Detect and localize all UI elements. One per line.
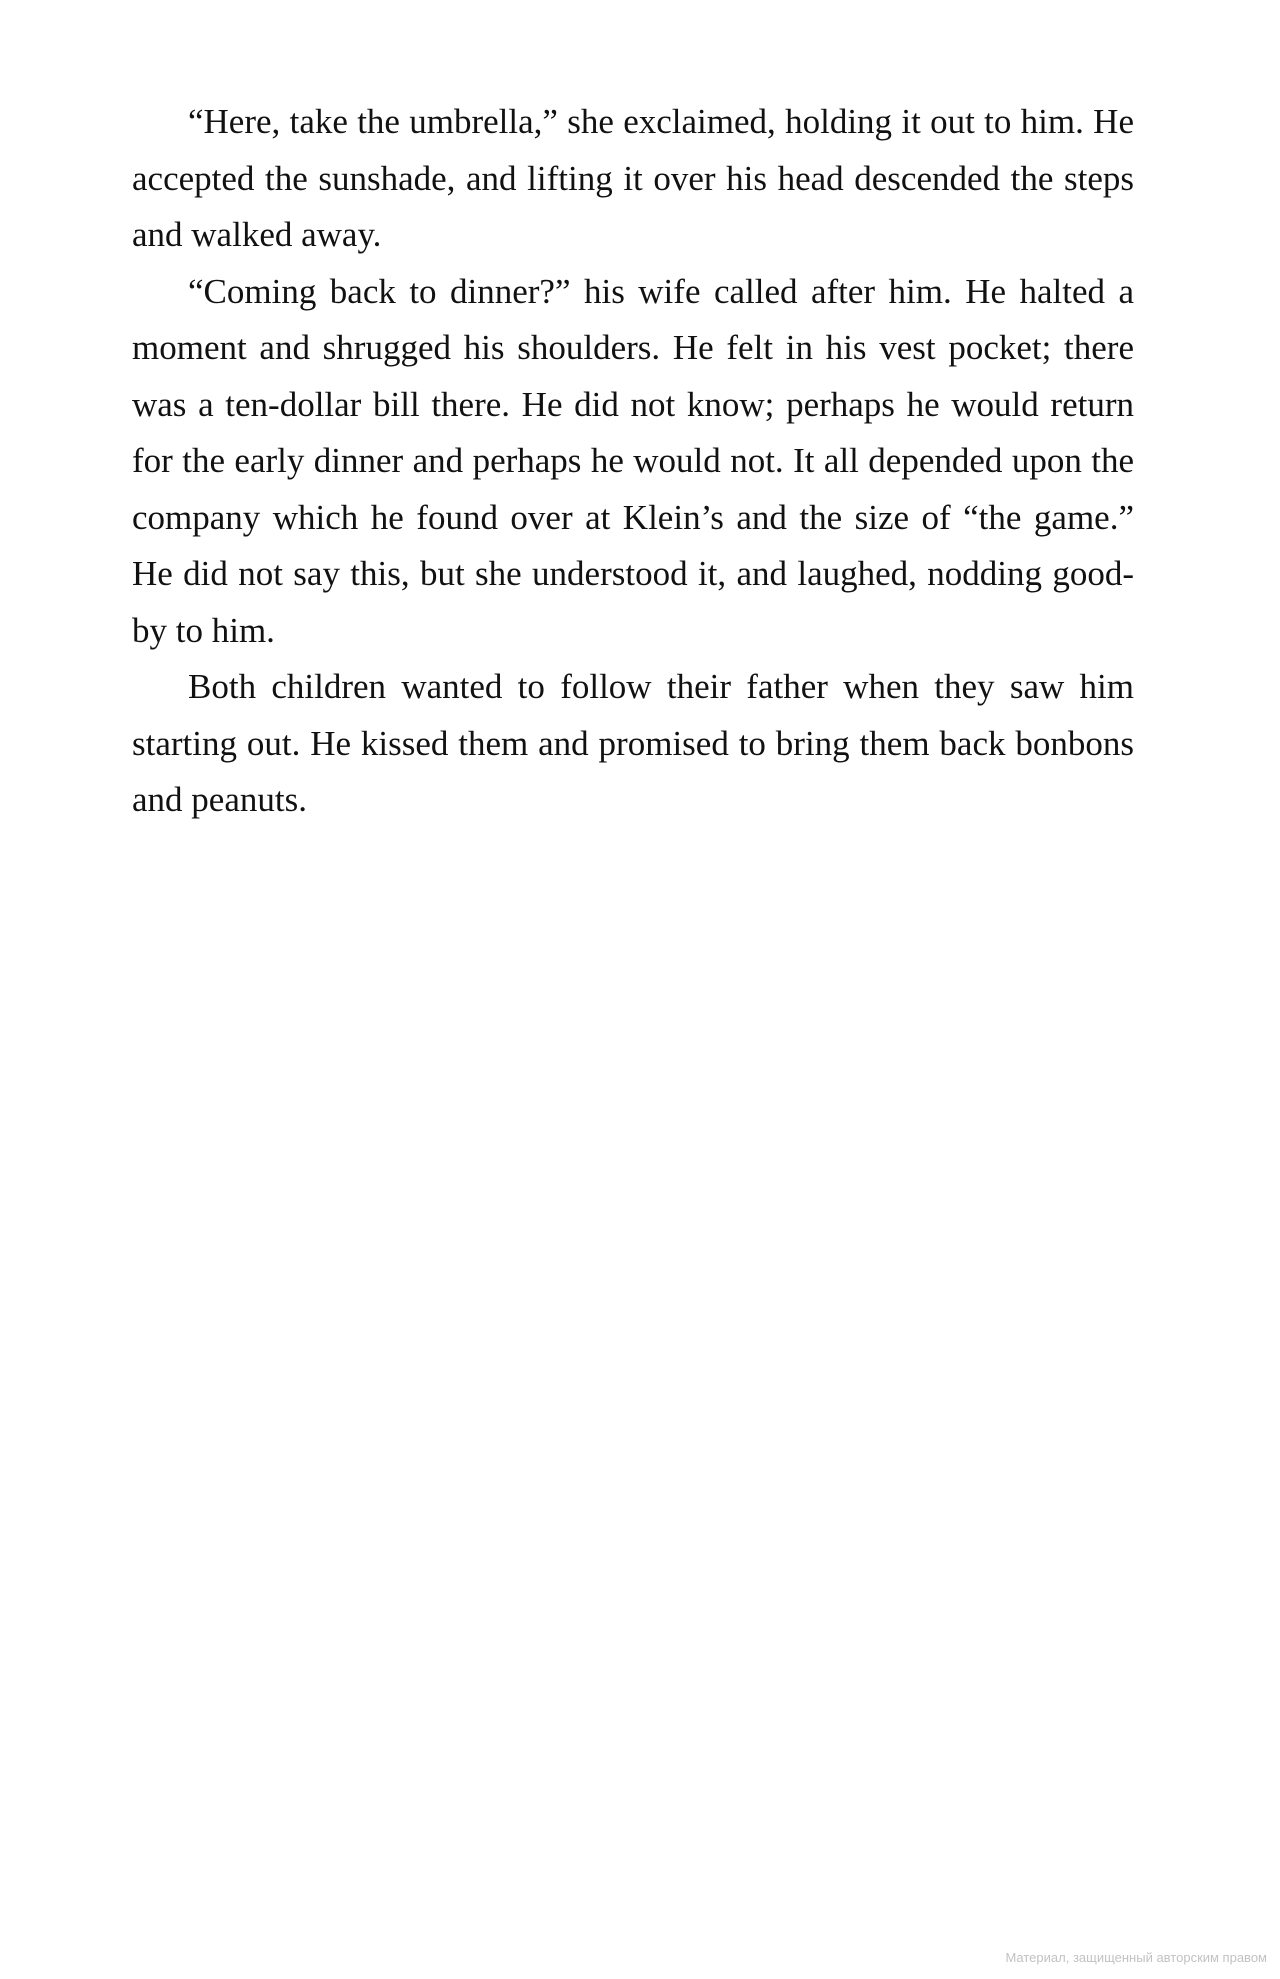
paragraph-dinner: “Coming back to dinner?” his wife called after him. He halted a moment and shrugged his shoulders. He felt in his vest pocket; there was a ten-dollar bill there. He did not know; perhaps he would return for the early dinner and perhaps he would not. It all depended upon the company which he found over at Klein’s and the size of “the game.” He did not say this, but she understood it, and laughed, nodding good-by to him. <box>132 271 1134 650</box>
page-body <box>132 94 1134 829</box>
paragraph-umbrella: “Here, take the umbrella,” she exclaimed, holding it out to him. He accepted the sunshade, and lifting it over his head descended the steps and walked away. <box>132 102 1134 254</box>
paragraph-children: Both children wanted to follow their father when they saw him starting out. He kissed them and promised to bring them back bonbons and peanuts. <box>132 667 1134 819</box>
copyright-watermark: Материал, защищенный авторским правом <box>1005 1950 1267 1965</box>
